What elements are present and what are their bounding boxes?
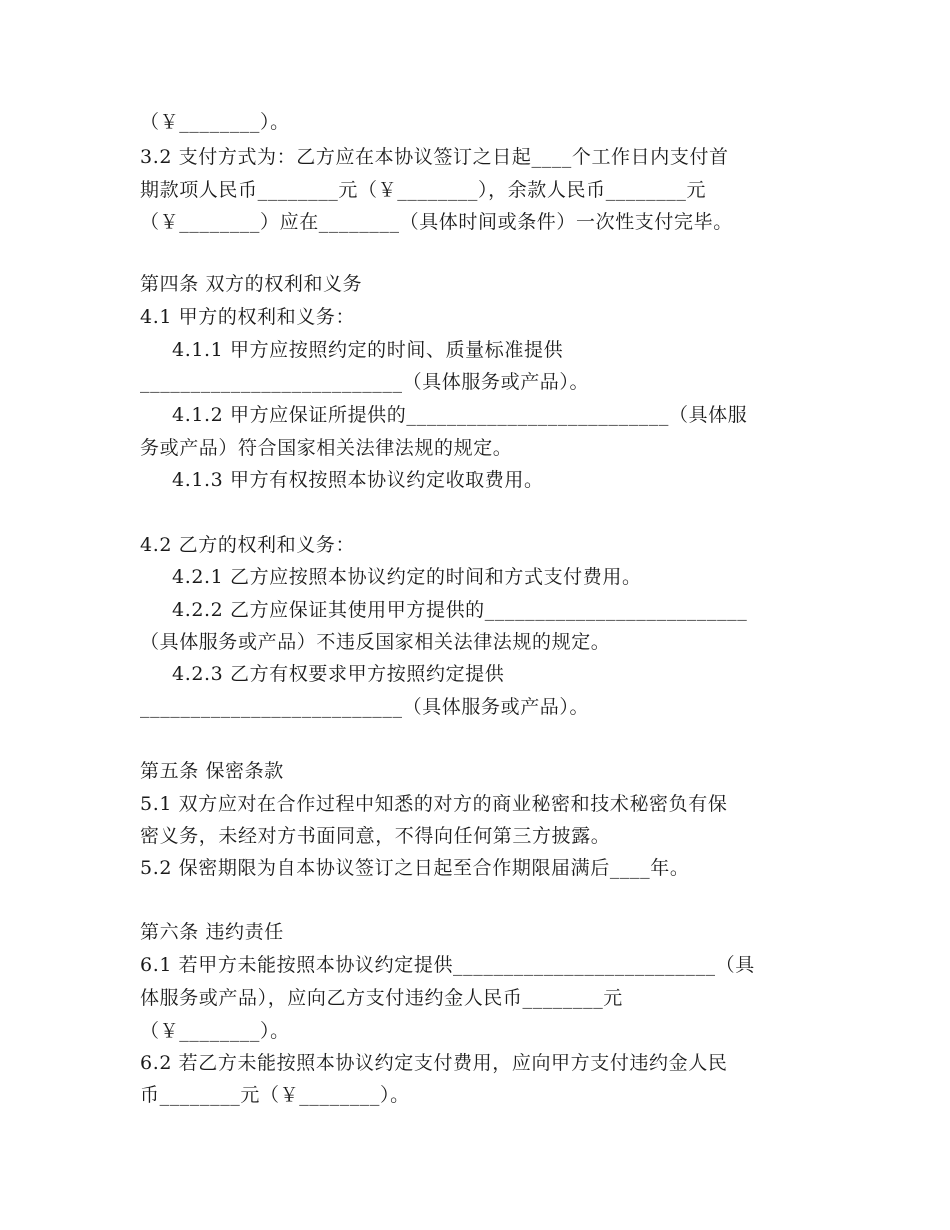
text-line: 5.2 保密期限为自本协议签订之日起至合作期限届满后____年。 <box>140 857 690 879</box>
text-line: 5.1 双方应对在合作过程中知悉的对方的商业秘密和技术秘密负有保 <box>140 793 728 815</box>
text-line: 密义务，未经对方书面同意，不得向任何第三方披露。 <box>140 825 611 847</box>
text-line: 6.1 若甲方未能按照本协议约定提供__________________________（具 <box>140 954 755 976</box>
text-line: 4.2.1 乙方应按照本协议约定的时间和方式支付费用。 <box>172 566 642 588</box>
text-line: （￥________）。 <box>140 111 290 133</box>
text-line: 4.1 甲方的权利和义务： <box>140 306 356 328</box>
text-line: 务或产品）符合国家相关法律法规的规定。 <box>140 437 513 459</box>
text-line: （具体服务或产品）不违反国家相关法律法规的规定。 <box>140 631 611 653</box>
section-heading: 第六条 违约责任 <box>140 921 284 943</box>
text-line: 期款项人民币________元（￥________），余款人民币________元 <box>140 179 707 201</box>
section-heading: 第四条 双方的权利和义务 <box>140 273 363 295</box>
text-line: 币________元（￥________）。 <box>140 1084 410 1106</box>
text-line: 6.2 若乙方未能按照本协议约定支付费用，应向甲方支付违约金人民 <box>140 1052 728 1074</box>
section-heading: 第五条 保密条款 <box>140 760 284 782</box>
text-line: 4.2.3 乙方有权要求甲方按照约定提供 <box>172 663 505 685</box>
text-line: 4.1.3 甲方有权按照本协议约定收取费用。 <box>172 469 544 491</box>
text-line: __________________________（具体服务或产品）。 <box>140 696 590 718</box>
text-line: 3.2 支付方式为：乙方应在本协议签订之日起____个工作日内支付首 <box>140 146 729 168</box>
text-line: __________________________（具体服务或产品）。 <box>140 371 590 393</box>
text-line: 4.2.2 乙方应保证其使用甲方提供的__________________________ <box>172 599 748 621</box>
text-line: 4.1.2 甲方应保证所提供的__________________________（具体服 <box>172 404 748 426</box>
text-line: 体服务或产品），应向乙方支付违约金人民币________元 <box>140 987 623 1009</box>
text-line: 4.1.1 甲方应按照约定的时间、质量标准提供 <box>172 339 564 361</box>
text-line: （￥________）。 <box>140 1020 290 1042</box>
text-line: 4.2 乙方的权利和义务： <box>140 534 356 556</box>
text-line: （￥________）应在________（具体时间或条件）一次性支付完毕。 <box>140 211 733 233</box>
